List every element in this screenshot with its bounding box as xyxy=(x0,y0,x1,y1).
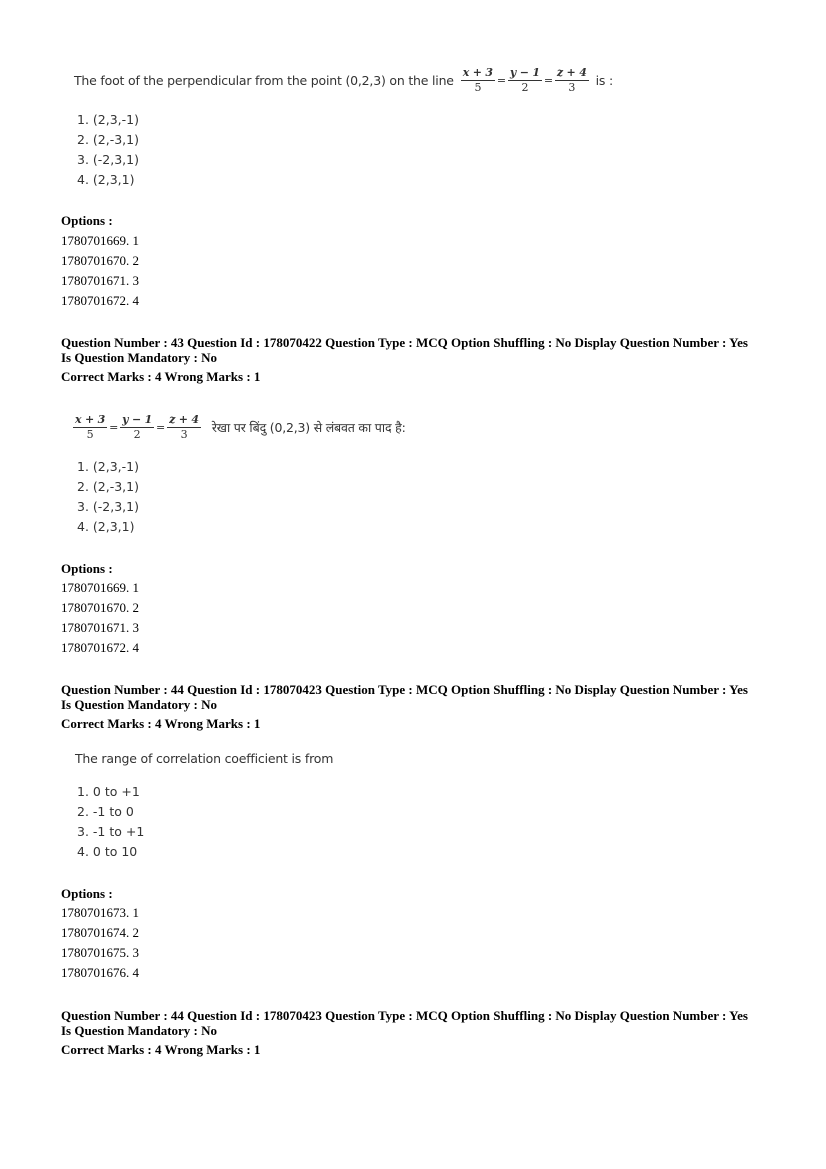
option-id: 1780701675. 3 xyxy=(61,945,139,960)
fraction-y: $\frac{y - 1}{2}$ xyxy=(122,413,153,441)
options-label: Options : xyxy=(61,561,113,576)
question-43-text: $\frac{x + 3}{5}$ = $\frac{y - 1}{2}$ = $\frac{z + 4}{3}$ रेखा पर बिंदु (0,2,3) से लंबवत का पाद है: xyxy=(75,413,406,441)
option-id: 1780701669. 1 xyxy=(61,233,139,248)
fraction-x: $\frac{x + 3}{5}$ xyxy=(462,66,493,94)
choice-1: 1. (2,3,-1) xyxy=(77,459,139,474)
question-suffix: is : xyxy=(595,73,614,88)
question-suffix: रेखा पर बिंदु (0,2,3) से लंबवत का पाद है: xyxy=(211,420,406,435)
question-marks: Correct Marks : 4 Wrong Marks : 1 xyxy=(61,716,261,731)
question-42-text: The foot of the perpendicular from the point (0,2,3) on the line $\frac{x + 3}{5}$ = $\frac{y - 1}{2}$ = $\frac{z + 4}{3}$ is : xyxy=(74,66,614,94)
fraction-z: $\frac{z + 4}{3}$ xyxy=(556,66,587,94)
choice-4: 4. (2,3,1) xyxy=(77,172,135,187)
choice-4: 4. 0 to 10 xyxy=(77,844,138,859)
choice-2: 2. -1 to 0 xyxy=(77,804,134,819)
fraction-y: $\frac{y - 1}{2}$ xyxy=(509,66,540,94)
choice-3: 3. (-2,3,1) xyxy=(77,499,139,514)
question-meta: Question Number : 43 Question Id : 178070422 Question Type : MCQ Option Shuffling : No Display Question Number : Yes xyxy=(61,335,748,350)
options-label: Options : xyxy=(61,886,113,901)
question-marks: Correct Marks : 4 Wrong Marks : 1 xyxy=(61,1042,261,1057)
fraction-x: $\frac{x + 3}{5}$ xyxy=(75,413,106,441)
option-id: 1780701671. 3 xyxy=(61,273,139,288)
choice-3: 3. -1 to +1 xyxy=(77,824,145,839)
question-44-text: The range of correlation coefficient is from xyxy=(75,751,334,766)
question-mandatory: Is Question Mandatory : No xyxy=(61,697,218,712)
question-mandatory: Is Question Mandatory : No xyxy=(61,1023,218,1038)
option-id: 1780701673. 1 xyxy=(61,905,139,920)
option-id: 1780701672. 4 xyxy=(61,293,139,308)
option-id: 1780701670. 2 xyxy=(61,253,139,268)
question-marks: Correct Marks : 4 Wrong Marks : 1 xyxy=(61,369,261,384)
choice-2: 2. (2,-3,1) xyxy=(77,132,139,147)
question-prefix: The foot of the perpendicular from the point (0,2,3) on the line xyxy=(74,73,454,88)
option-id: 1780701670. 2 xyxy=(61,600,139,615)
fraction-z: $\frac{z + 4}{3}$ xyxy=(169,413,199,441)
option-id: 1780701671. 3 xyxy=(61,620,139,635)
choice-4: 4. (2,3,1) xyxy=(77,519,135,534)
question-mandatory: Is Question Mandatory : No xyxy=(61,350,218,365)
option-id: 1780701676. 4 xyxy=(61,965,139,980)
choice-1: 1. 0 to +1 xyxy=(77,784,140,799)
option-id: 1780701669. 1 xyxy=(61,580,139,595)
choice-1: 1. (2,3,-1) xyxy=(77,112,139,127)
options-label: Options : xyxy=(61,213,113,228)
question-meta: Question Number : 44 Question Id : 178070423 Question Type : MCQ Option Shuffling : No Display Question Number : Yes xyxy=(61,1008,748,1023)
option-id: 1780701672. 4 xyxy=(61,640,139,655)
choice-3: 3. (-2,3,1) xyxy=(77,152,139,167)
option-id: 1780701674. 2 xyxy=(61,925,139,940)
choice-2: 2. (2,-3,1) xyxy=(77,479,139,494)
question-meta: Question Number : 44 Question Id : 178070423 Question Type : MCQ Option Shuffling : No Display Question Number : Yes xyxy=(61,682,748,697)
